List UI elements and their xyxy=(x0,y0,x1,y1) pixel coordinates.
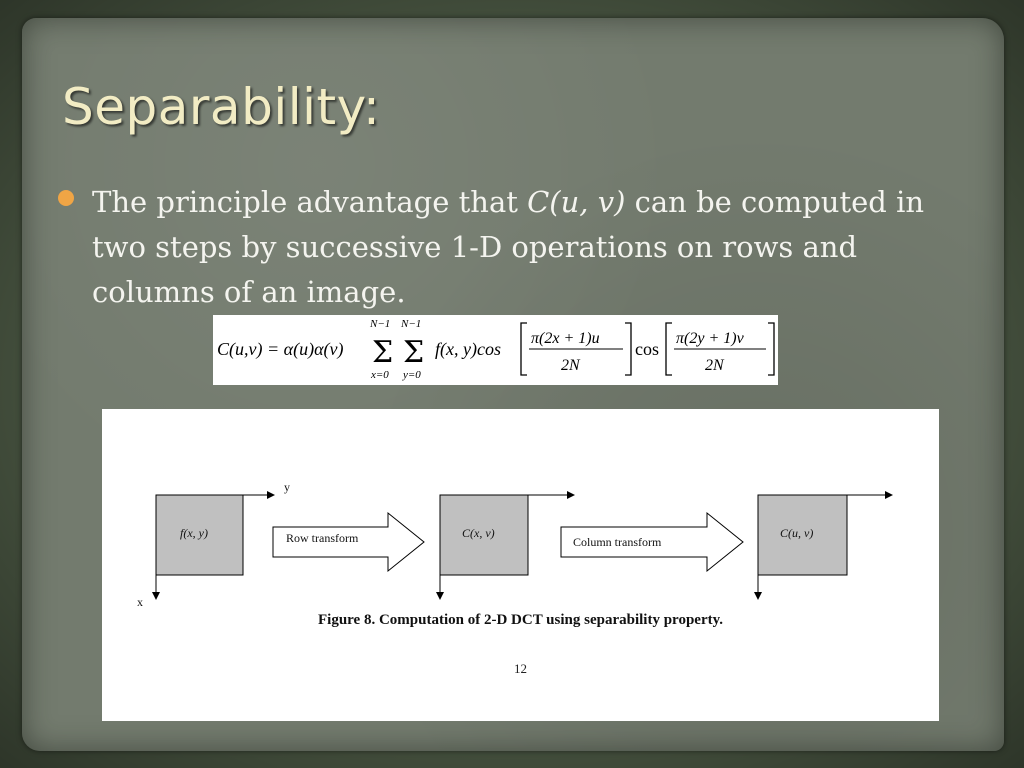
dct-figure xyxy=(102,409,939,721)
formula-bracket-left-1 xyxy=(521,323,527,375)
dct-formula-svg xyxy=(213,315,778,385)
bullet-text-before: The principle advantage that xyxy=(92,185,528,219)
box-fxy-label: f(x, y) xyxy=(180,526,208,540)
axis-y-label: y xyxy=(284,480,290,494)
bullet-text-after: can be computed in two steps by successive 1-D operations on rows and columns of an image. xyxy=(92,185,925,309)
box-cuv-label: C(u, v) xyxy=(780,526,814,540)
formula-sigma-y: Σ xyxy=(403,335,425,370)
formula-sigma-x: Σ xyxy=(372,335,394,370)
formula-bracket-left-2 xyxy=(666,323,672,375)
bullet-text xyxy=(92,180,972,315)
box-cxv-label: C(x, v) xyxy=(462,526,495,540)
formula-frac1-den: 2N xyxy=(561,357,580,374)
formula-sum-upper-x: N−1 xyxy=(370,318,391,330)
formula-sum-lower-y: y=0 xyxy=(403,369,421,381)
dct-formula-image xyxy=(213,315,778,385)
column-transform-label: Column transform xyxy=(573,535,662,549)
figure-page-number: 12 xyxy=(514,661,527,676)
axis-x-label: x xyxy=(137,595,143,609)
formula-summand: f(x, y)cos xyxy=(435,339,501,359)
formula-cos2: cos xyxy=(635,339,659,359)
formula-bracket-right-2 xyxy=(768,323,774,375)
bullet-math-term: C(u, v) xyxy=(527,185,626,219)
formula-bracket-right-1 xyxy=(625,323,631,375)
formula-frac2-num: π(2y + 1)v xyxy=(676,330,744,347)
formula-frac2-den: 2N xyxy=(705,357,724,374)
figure-caption: Figure 8. Computation of 2-D DCT using separability property. xyxy=(317,612,724,628)
bullet-dot-icon xyxy=(58,190,74,206)
row-transform-label: Row transform xyxy=(286,531,359,545)
formula-sum-lower-x: x=0 xyxy=(371,369,389,381)
slide-title: Separability: xyxy=(62,78,381,136)
formula-frac1-num: π(2x + 1)u xyxy=(531,330,600,347)
formula-sum-upper-y: N−1 xyxy=(401,318,422,330)
formula-lhs: C(u,v) = α(u)α(v) xyxy=(217,339,344,359)
